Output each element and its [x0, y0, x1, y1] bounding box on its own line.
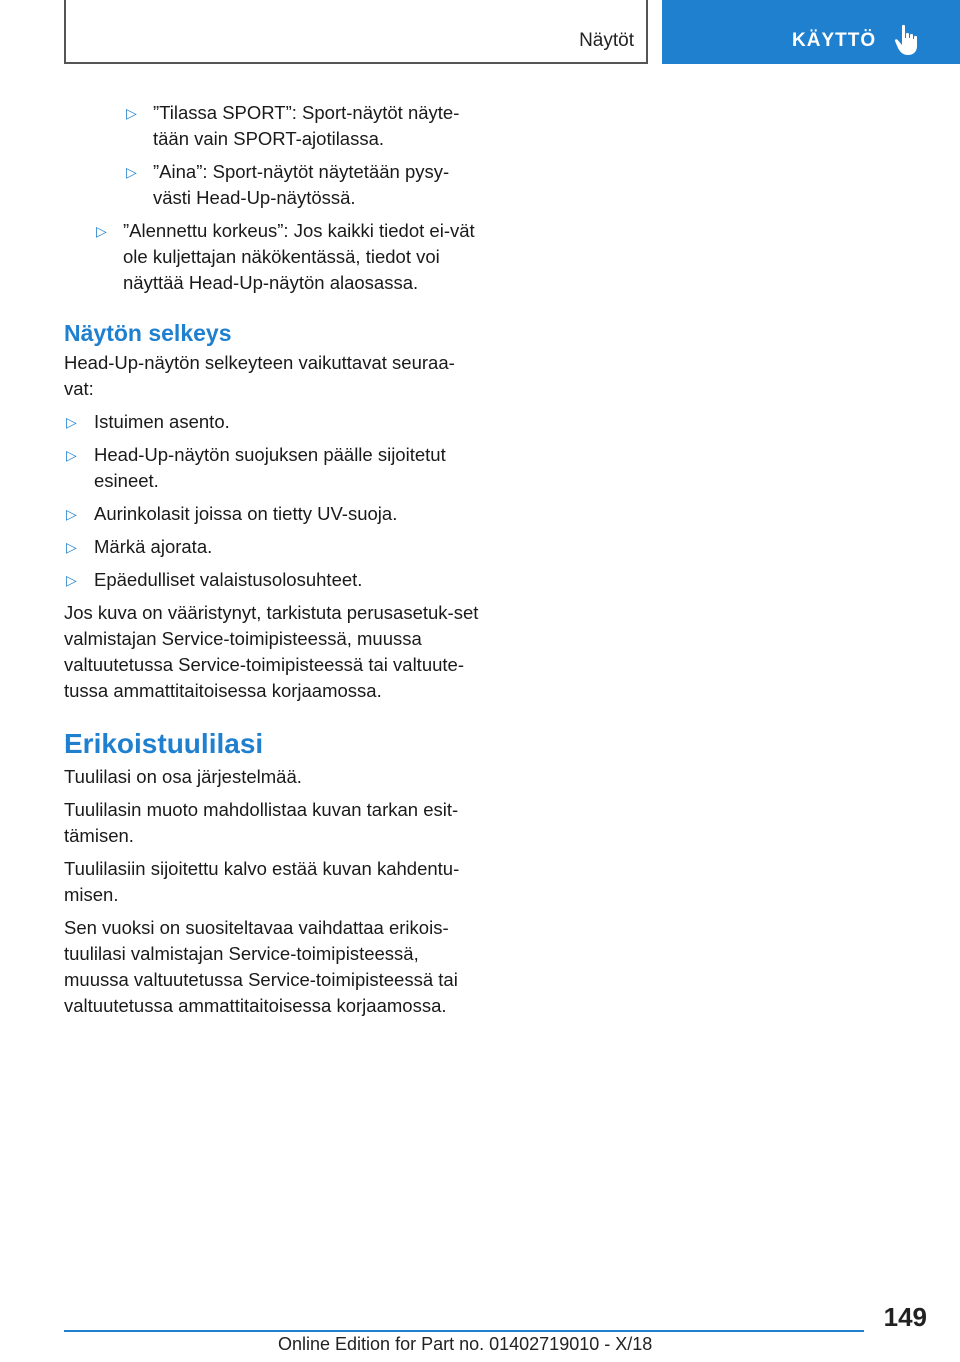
section-outro: Jos kuva on vääristynyt, tarkistuta perusasetuk-set valmistajan Service-toimipisteessä, muussa valtuutetussa Service-toimipisteessä tai valtuute-tussa ammattitaitoisessa korjaamossa. — [64, 602, 479, 701]
paragraph: Tuulilasiin sijoitettu kalvo estää kuvan kahdentu-misen. — [64, 858, 460, 905]
header-section-label: Näytöt — [579, 30, 634, 51]
section-heading-visibility: Näytön selkeys — [64, 320, 232, 346]
header-section-box — [64, 0, 648, 64]
paragraph: Tuulilasi on osa järjestelmää. — [64, 766, 302, 787]
footer-edition: Online Edition for Part no. 01402719010 - X/18 — [278, 1334, 653, 1354]
bullet-triangle-icon: ▷ — [66, 539, 77, 555]
header-chapter-label: KÄYTTÖ — [792, 30, 877, 51]
header-chapter-tab — [662, 0, 960, 64]
footer-divider — [64, 1330, 864, 1332]
list-item: ▷ Märkä ajorata. — [64, 534, 484, 560]
bullet-triangle-icon: ▷ — [66, 414, 77, 430]
bullet-triangle-icon: ▷ — [126, 105, 137, 121]
list-item: ▷ ”Tilassa SPORT”: Sport-näytöt näyte-tään vain SPORT-ajotilassa. — [126, 102, 460, 149]
bullet-triangle-icon: ▷ — [66, 447, 77, 463]
page-content — [64, 100, 484, 1026]
paragraph: Sen vuoksi on suositeltavaa vaihdattaa erikois-tuulilasi valmistajan Service-toimipisteessä, muussa valtuutetussa Service-toimipisteessä tai valtuutetussa ammattitaitoisessa korjaamossa. — [64, 917, 458, 1016]
bullet-triangle-icon: ▷ — [126, 164, 137, 180]
section-heading-windshield: Erikoistuulilasi — [64, 728, 264, 759]
bullet-triangle-icon: ▷ — [66, 506, 77, 522]
list-item: ▷ ”Alennettu korkeus”: Jos kaikki tiedot ei-vät ole kuljettajan näkökentässä, tiedot voi näyttää Head-Up-näytön alaosassa. — [96, 220, 475, 293]
list-item: ▷ Epäedulliset valaistusolosuhteet. — [64, 567, 484, 593]
bullet-triangle-icon: ▷ — [66, 572, 77, 588]
pointing-hand-icon — [894, 24, 922, 56]
list-item: ▷ Istuimen asento. — [64, 409, 484, 435]
list-item: ▷ ”Aina”: Sport-näytöt näytetään pysy-västi Head-Up-näytössä. — [126, 161, 450, 208]
list-item: ▷ Head-Up-näytön suojuksen päälle sijoitetut esineet. — [66, 444, 446, 491]
page-number: 149 — [883, 1302, 927, 1332]
section-intro: Head-Up-näytön selkeyteen vaikuttavat seuraa-vat: — [64, 352, 455, 399]
bullet-triangle-icon: ▷ — [96, 223, 107, 239]
list-item: ▷ Aurinkolasit joissa on tietty UV-suoja. — [64, 501, 484, 527]
paragraph: Tuulilasin muoto mahdollistaa kuvan tarkan esit-tämisen. — [64, 799, 459, 846]
